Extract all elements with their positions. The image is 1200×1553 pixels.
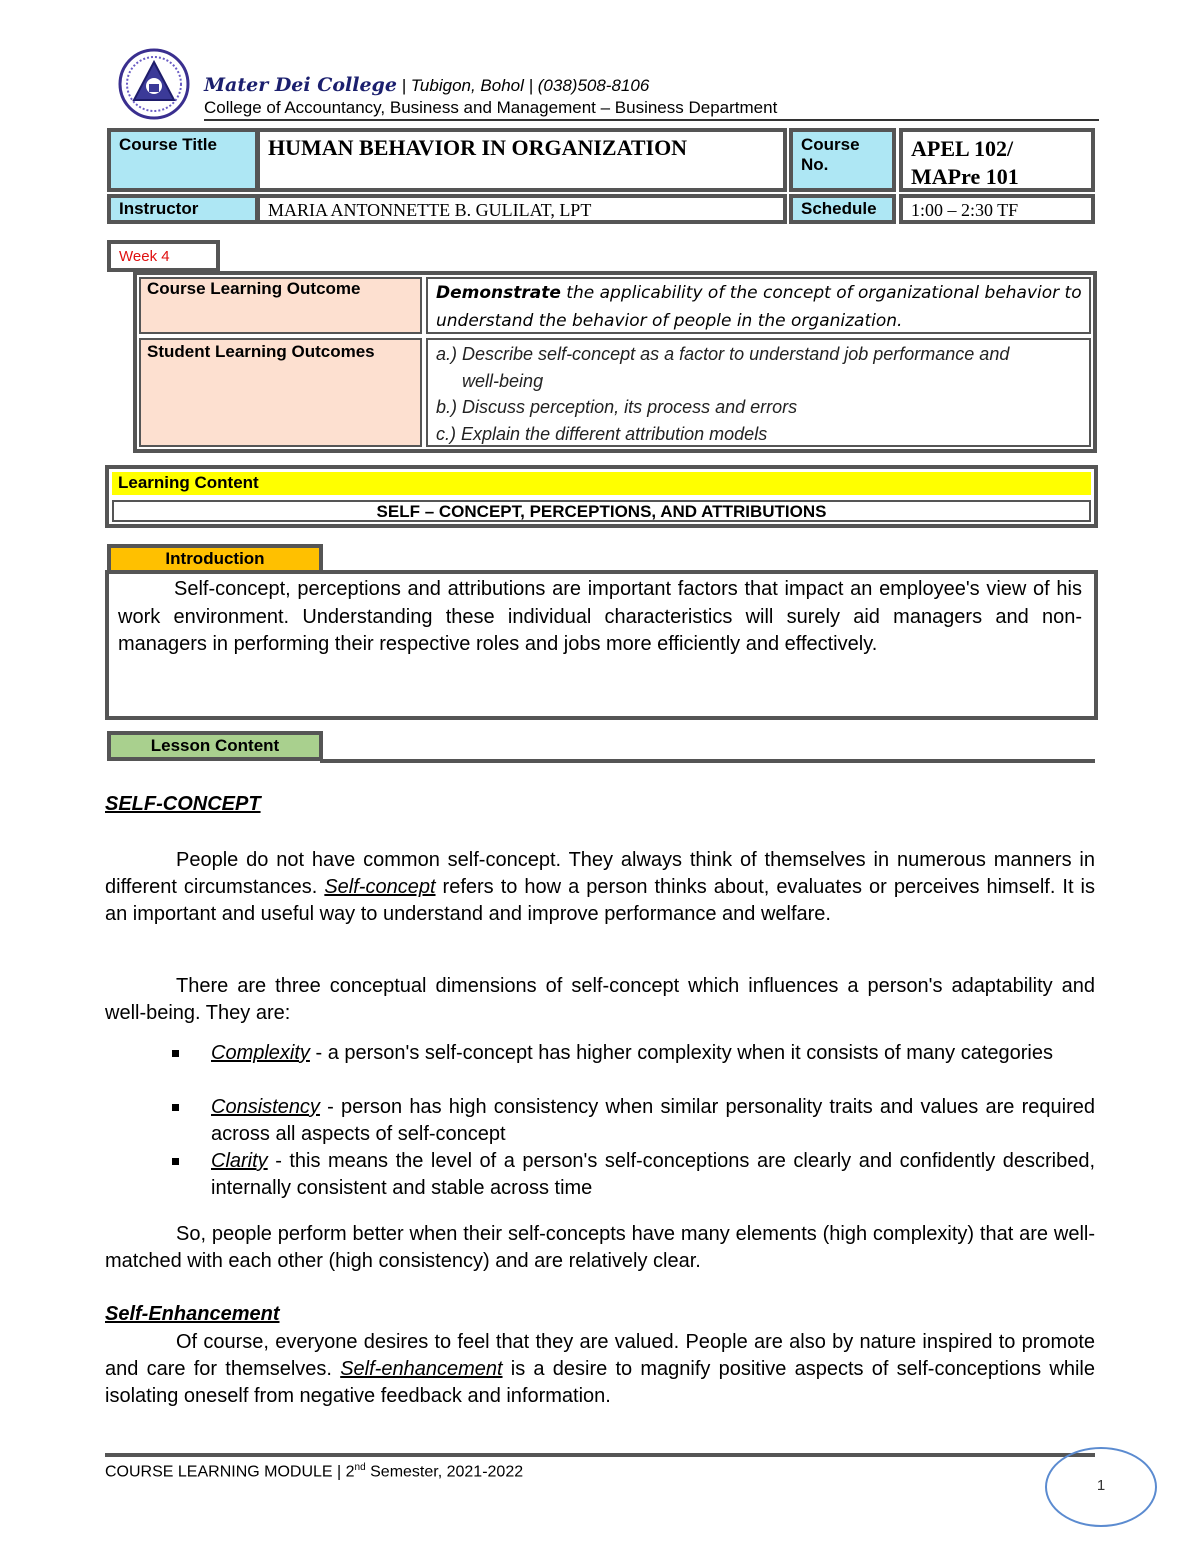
instructor-name: MARIA ANTONNETTE B. GULILAT, LPT xyxy=(256,194,787,224)
college-name: Mater Dei College xyxy=(204,74,397,96)
instructor-label: Instructor xyxy=(107,194,259,224)
clo-label: Course Learning Outcome xyxy=(147,279,361,298)
bullet-text: - person has high consistency when similar personality traits and values are required across all aspects of self-concept xyxy=(211,1096,1095,1145)
bullet-square-icon xyxy=(172,1104,179,1111)
term-self-concept: Self-concept xyxy=(324,876,436,898)
lesson-rule xyxy=(320,759,1095,763)
department-line: College of Accountancy, Business and Management – Business Department xyxy=(204,98,778,117)
slo-label: Student Learning Outcomes xyxy=(147,342,375,361)
bullet-text: - this means the level of a person's self-conceptions are clearly and confidently described, internally consistent and stable across time xyxy=(211,1150,1095,1199)
term-self-enhancement: Self-enhancement xyxy=(340,1358,503,1380)
subsection-heading: Self-Enhancement xyxy=(105,1303,280,1325)
bullet-item xyxy=(172,1148,1095,1202)
schedule-value: 1:00 – 2:30 TF xyxy=(899,194,1095,224)
clo-text xyxy=(436,279,1086,335)
section-heading: SELF-CONCEPT xyxy=(105,793,261,815)
course-title-label: Course Title xyxy=(107,128,259,192)
slo-marker: c.) xyxy=(436,424,456,444)
course-no-label: Course No. xyxy=(789,128,896,192)
footer-module: COURSE LEARNING MODULE | 2 xyxy=(105,1463,355,1481)
introduction-tab: Introduction xyxy=(107,544,323,574)
p2-text: There are three conceptual dimensions of self-concept which influences a person's adaptability and well-being. They are: xyxy=(105,975,1095,1024)
term-complexity: Complexity xyxy=(211,1042,310,1064)
college-location: | Tubigon, Bohol | (038)508-8106 xyxy=(396,76,650,95)
course-no: APEL 102/ MAPre 101 xyxy=(899,128,1095,192)
introduction-text xyxy=(118,576,1082,659)
topic-title: SELF – CONCEPT, PERCEPTIONS, AND ATTRIBUTIONS xyxy=(376,502,827,521)
slo-item xyxy=(436,421,1056,448)
paragraph-summary xyxy=(105,1221,1095,1275)
p1-start: People do not have common self-concept. They always think of themselves in numerous manners in different circumstances. xyxy=(105,849,1095,898)
college-logo xyxy=(118,44,190,124)
introduction-body: Self-concept, perceptions and attributions are important factors that impact an employee's view of his work environment. Understanding these individual characteristics will surely aid managers and non-managers in performing their respective roles and jobs more efficiently and effectively. xyxy=(118,578,1082,655)
bullet-text: - a person's self-concept has higher complexity when it consists of many categories xyxy=(309,1042,1053,1064)
course-title: HUMAN BEHAVIOR IN ORGANIZATION xyxy=(256,128,787,192)
bullet-item xyxy=(172,1094,1095,1148)
bullet-square-icon xyxy=(172,1050,179,1057)
paragraph-dimensions xyxy=(105,973,1095,1027)
paragraph-self-enhancement xyxy=(105,1329,1095,1410)
p3-text: So, people perform better when their self-concepts have many elements (high complexity) that are well-matched with each other (high consistency) and are relatively clear. xyxy=(105,1223,1095,1272)
page-number: 1 xyxy=(1096,1477,1106,1494)
header-rule xyxy=(204,119,1099,121)
p1-end: refers to how a person thinks about, evaluates or perceives himself. It is an important and useful way to understand and improve performance and welfare. xyxy=(105,876,1096,925)
slo-text: Discuss perception, its process and errors xyxy=(462,397,798,417)
learning-content-label: Learning Content xyxy=(118,473,259,492)
bullet-item xyxy=(172,1040,1095,1067)
slo-item xyxy=(436,394,1056,421)
footer-text xyxy=(105,1462,523,1481)
slo-item xyxy=(436,341,1056,394)
footer-ordinal: nd xyxy=(354,1462,366,1473)
schedule-label: Schedule xyxy=(789,194,896,224)
slo-marker: b.) xyxy=(436,397,458,417)
college-line xyxy=(204,74,649,96)
term-consistency: Consistency xyxy=(211,1096,320,1118)
footer-rule xyxy=(105,1453,1095,1457)
term-clarity: Clarity xyxy=(211,1150,268,1172)
lesson-content-tab: Lesson Content xyxy=(107,731,323,761)
clo-verb: Demonstrate xyxy=(436,283,561,303)
week-label: Week 4 xyxy=(119,248,170,265)
p4-end: is a desire to magnify positive aspects of self-conceptions while isolating oneself from negative feedback and information. xyxy=(105,1358,1095,1407)
p4-start: Of course, everyone desires to feel that they are valued. People are also by nature inspired to promote and care for themselves. xyxy=(105,1331,1095,1380)
slo-text: Explain the different attribution models xyxy=(461,424,768,444)
paragraph-self-concept xyxy=(105,847,1095,928)
slo-text: Describe self-concept as a factor to understand job performance and well-being xyxy=(462,344,1010,391)
clo-body: the applicability of the concept of organizational behavior to understand the behavior of people in the organization. xyxy=(436,283,1082,331)
slo-marker: a.) xyxy=(436,344,458,364)
bullet-square-icon xyxy=(172,1158,179,1165)
footer-semester: Semester, 2021-2022 xyxy=(365,1463,524,1481)
